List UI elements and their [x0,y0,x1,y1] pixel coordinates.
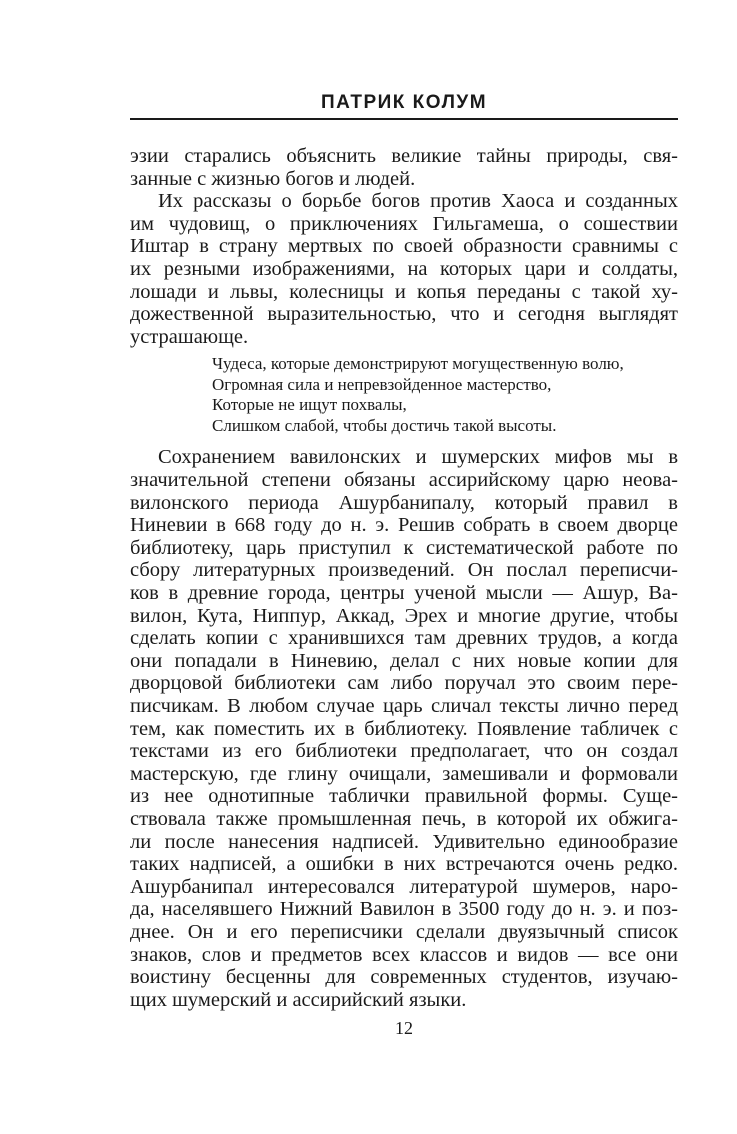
text-line: вилон, Кута, Ниппур, Аккад, Эрех и многие другие, чтобы [130,604,678,627]
text-line: лошади и львы, колесницы и копья переданы с такой ху- [130,280,678,303]
text-line: знаков, слов и предметов всех классов и видов — все они [130,943,678,966]
text-line: да, населявшего Нижний Вавилон в 3500 году до н. э. и поз- [130,898,678,921]
text-line: вилонского периода Ашурбанипалу, который правил в [130,491,678,514]
text-line: эзии старались объяснить великие тайны природы, свя- [130,145,678,167]
text-line: им чудовищ, о приключениях Гильгамеша, о сошествии [130,212,678,235]
text-line: ли после нанесения надписей. Удивительно единообразие [130,830,678,853]
text-line: текстами из его библиотеки предполагает, что он создал [130,740,678,763]
text-line: занные с жизнью богов и людей. [130,167,416,190]
text-line: сделать копии с хранившихся там древних трудов, а когда [130,627,678,650]
verse-line: Слишком слабой, чтобы достичь такой высоты. [212,415,557,435]
text-line: Ниневии в 668 году до н. э. Решив собрать в своем дворце [130,514,678,537]
verse-line: Огромная сила и непревзойденное мастерство, [212,374,552,394]
text-line: они попадали в Ниневию, делал с них новые копии для [130,649,678,672]
text-line: из нее однотипные таблички правильной формы. Суще- [130,785,678,808]
text-line: воистину бесценны для современных студентов, изучаю- [130,966,678,989]
text-line: библиотеку, царь приступил к систематической работе по [130,536,678,559]
text-line: дожественной выразительностью, что и сегодня выглядят [130,303,678,326]
text-line: ствовала также промышленная печь, в которой их обжига- [130,808,678,830]
running-head: ПАТРИК КОЛУМ [320,92,488,113]
text-line: их резными изображениями, на которых цари и солдаты, [130,258,678,280]
page-number: 12 [395,1018,413,1039]
text-line: значительной степени обязаны ассирийскому царю неова- [130,469,678,491]
header-rule [130,118,678,120]
text-line: писчикам. В любом случае царь сличал тексты лично перед [130,695,678,717]
text-line: мастерскую, где глину очищали, замешивали и формовали [130,762,678,785]
text-line: сбору литературных произведений. Он послал переписчи- [130,559,678,582]
text-line: Сохранением вавилонских и шумерских мифов мы в [158,446,678,469]
text-line: щих шумерский и ассирийский языки. [130,988,467,1011]
text-line: ков в древние города, центры ученой мысли — Ашур, Ва- [130,582,678,604]
text-line: днее. Он и его переписчики сделали двуязычный список [130,921,678,943]
text-line: Иштар в страну мертвых по своей образности сравнимы с [130,235,678,258]
verse-line: Которые не ищут похвалы, [212,395,407,415]
text-line: тем, как поместить их в библиотеку. Появление табличек с [130,717,678,740]
text-line: Их рассказы о борьбе богов против Хаоса и созданных [158,190,678,213]
text-line: таких надписей, а ошибки в них встречаются очень редко. [130,853,678,876]
text-line: дворцовой библиотеки сам либо поручал это своим пере- [130,672,678,695]
text-line: Ашурбанипал интересовался литературой шумеров, наро- [130,875,678,898]
verse-line: Чудеса, которые демонстрируют могущественную волю, [212,354,624,374]
text-line: устрашающе. [130,325,249,348]
